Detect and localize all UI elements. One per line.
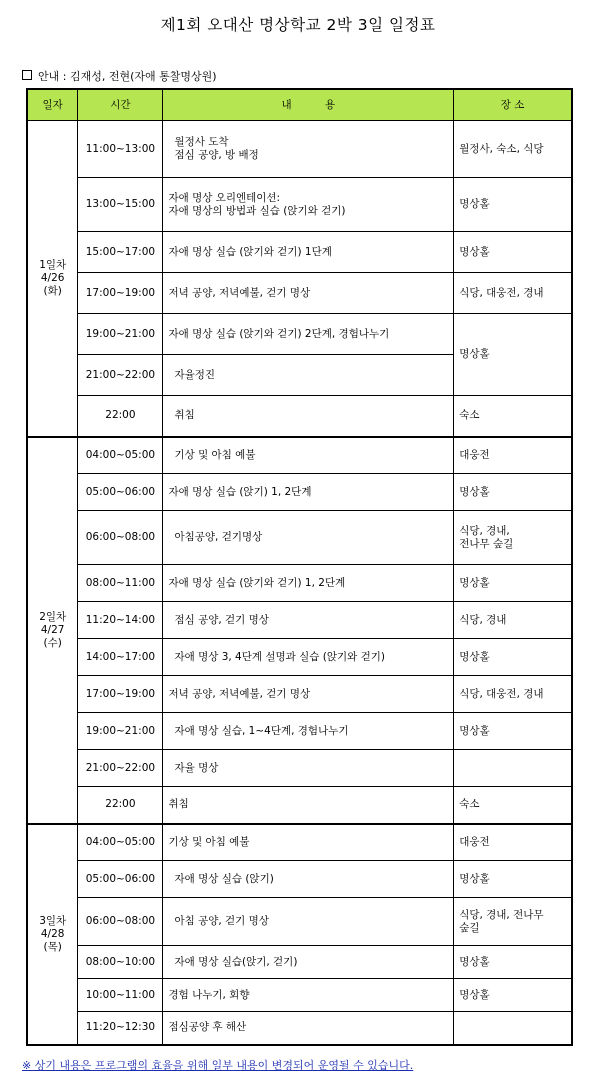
time-cell: 11:20~12:30 [78,1012,163,1045]
place-line: 명상홀 [459,955,490,968]
content-cell [163,898,454,946]
time-cell: 06:00~08:00 [78,511,163,565]
place-cell [454,511,572,565]
time-cell: 22:00 [78,787,163,824]
table-row [27,178,572,232]
time-cell: 08:00~10:00 [78,946,163,979]
time-cell: 11:00~13:00 [78,121,163,178]
day-label-line: 4/28 [40,927,65,940]
content-line: 자애 명상 오리엔테이션: [168,191,281,204]
place-line: 명상홀 [459,576,490,589]
table-row [27,474,572,511]
place-cell [454,898,572,946]
table-row [27,750,572,787]
header-day: 일자 [27,89,78,121]
time-cell: 04:00~05:00 [78,437,163,474]
content-cell [163,437,454,474]
table-row [27,861,572,898]
table-row [27,565,572,602]
time-cell: 10:00~11:00 [78,979,163,1012]
place-line: 명상홀 [459,724,490,737]
content-cell [163,232,454,273]
table-row [27,676,572,713]
time-cell: 08:00~11:00 [78,565,163,602]
place-line: 명상홀 [459,245,490,258]
header-content: 내 용 [163,89,454,121]
content-line: 자율 명상 [174,761,219,774]
place-cell [454,178,572,232]
place-cell [454,713,572,750]
content-line: 점심공양 후 해산 [168,1021,247,1034]
place-line: 전나무 숲길 [459,537,514,550]
content-line: 경험 나누기, 회향 [168,988,250,1001]
table-row [27,639,572,676]
content-cell [163,979,454,1012]
content-cell [163,750,454,787]
table-row [27,787,572,824]
day-label [27,824,78,1045]
content-cell [163,396,454,437]
day-label-line: 1일차 [39,258,67,271]
place-line: 명상홀 [459,348,490,360]
place-cell [454,750,572,787]
place-cell [454,639,572,676]
content-line: 아침공양, 걷기명상 [174,531,263,543]
place-line: 식당, 경내 [459,613,507,626]
place-cell [454,824,572,861]
table-row [27,602,572,639]
place-line: 숙소 [459,409,480,422]
place-cell [454,232,572,273]
content-line: 자애 명상 실습 (앉기) 1, 2단계 [168,485,312,498]
table-row [27,511,572,565]
time-cell: 19:00~21:00 [78,314,163,355]
table-row [27,713,572,750]
time-cell: 06:00~08:00 [78,898,163,946]
content-line: 자율정진 [174,368,216,381]
table-row [27,396,572,437]
content-line: 점심 공양, 걷기 명상 [174,613,269,626]
place-line: 명상홀 [459,650,490,663]
table-row [27,437,572,474]
place-line: 명상홀 [459,485,490,498]
table-header-row [27,89,572,121]
header-place: 장 소 [454,89,572,121]
place-line: 식당, 경내, 전나무 [459,908,544,921]
content-cell [163,314,454,355]
content-cell [163,511,454,565]
content-cell [163,946,454,979]
footnote: ※ 상기 내용은 프로그램의 효율을 위해 일부 내용이 변경되어 운영될 수 있습니다. [22,1059,414,1072]
table-row [27,314,572,355]
content-line: 점심 공양, 방 배정 [174,149,259,161]
time-cell: 21:00~22:00 [78,355,163,396]
content-line: 자애 명상의 방법과 실습 (앉기와 걷기) [168,204,346,217]
place-line: 대웅전 [459,835,490,848]
time-cell: 17:00~19:00 [78,676,163,713]
day-label-line: (화) [43,284,62,297]
table-row [27,121,572,178]
place-cell [454,314,572,396]
place-line: 명상홀 [459,872,490,885]
place-cell [454,676,572,713]
content-line: 저녁 공양, 저녁예불, 걷기 명상 [168,687,311,700]
place-cell [454,396,572,437]
content-line: 취침 [174,409,195,422]
content-line: 저녁 공양, 저녁예불, 걷기 명상 [168,286,311,299]
table-row [27,979,572,1012]
content-cell [163,565,454,602]
checkbox-icon [22,70,32,80]
content-cell [163,355,454,396]
day-label-line: (수) [43,636,62,649]
schedule-table [26,88,573,1046]
content-cell [163,121,454,178]
table-row [27,898,572,946]
place-line: 대웅전 [459,448,490,461]
place-line: 숲길 [459,921,480,934]
time-cell: 15:00~17:00 [78,232,163,273]
content-cell [163,861,454,898]
header-time: 시간 [78,89,163,121]
content-cell [163,273,454,314]
content-cell [163,713,454,750]
content-cell [163,474,454,511]
content-line: 기상 및 아침 예불 [168,835,250,848]
content-line: 자애 명상 실습 (앉기와 걷기) 1, 2단계 [168,576,346,589]
place-cell [454,1012,572,1045]
table-row [27,946,572,979]
place-cell [454,273,572,314]
place-cell [454,861,572,898]
content-line: 자애 명상 실습(앉기, 걷기) [174,955,298,968]
place-line: 식당, 대웅전, 경내 [459,286,544,299]
content-cell [163,639,454,676]
time-cell: 19:00~21:00 [78,713,163,750]
content-line: 자애 명상 실습 (앉기) [174,872,274,885]
day-label [27,437,78,824]
place-cell [454,565,572,602]
page-title: 제1회 오대산 명상학교 2박 3일 일정표 [160,16,436,34]
time-cell: 05:00~06:00 [78,861,163,898]
day-label-line: 3일차 [39,914,67,927]
content-line: 기상 및 아침 예불 [174,448,256,461]
content-line: 자애 명상 실습 (앉기와 걷기) 2단계, 경험나누기 [168,327,390,340]
guide-text: 안내 : 김재성, 전현(자애 통찰명상원) [38,70,217,83]
content-cell [163,178,454,232]
time-cell: 17:00~19:00 [78,273,163,314]
content-line: 취침 [168,798,189,811]
table-row [27,232,572,273]
place-cell [454,121,572,178]
time-cell: 22:00 [78,396,163,437]
time-cell: 13:00~15:00 [78,178,163,232]
content-line: 자애 명상 3, 4단계 설명과 실습 (앉기와 걷기) [174,650,385,663]
guide-line [22,68,217,84]
place-line: 명상홀 [459,198,490,210]
time-cell: 04:00~05:00 [78,824,163,861]
content-line: 자애 명상 실습 (앉기와 걷기) 1단계 [168,245,332,258]
place-line: 식당, 경내, [459,524,510,537]
day-label-line: (목) [43,940,62,953]
day-label-line: 4/26 [40,271,65,284]
place-cell [454,787,572,824]
content-cell [163,676,454,713]
content-line: 월정사 도착 [174,136,229,148]
content-cell [163,602,454,639]
content-line: 자애 명상 실습, 1~4단계, 경험나누기 [174,724,349,737]
place-cell [454,979,572,1012]
time-cell: 21:00~22:00 [78,750,163,787]
time-cell: 05:00~06:00 [78,474,163,511]
place-line: 명상홀 [459,988,490,1001]
place-line: 숙소 [459,798,480,811]
schedule-body [27,121,572,1045]
time-cell: 11:20~14:00 [78,602,163,639]
place-cell [454,946,572,979]
table-row [27,273,572,314]
table-row [27,1012,572,1045]
place-line: 월정사, 숙소, 식당 [459,142,544,155]
table-row [27,824,572,861]
content-cell [163,787,454,824]
place-cell [454,602,572,639]
day-label-line: 4/27 [40,623,65,636]
content-cell [163,1012,454,1045]
content-line: 아침 공양, 걷기 명상 [174,915,269,927]
day-label-line: 2일차 [39,610,67,623]
place-cell [454,437,572,474]
day-label [27,121,78,437]
place-cell [454,474,572,511]
time-cell: 14:00~17:00 [78,639,163,676]
content-cell [163,824,454,861]
place-line: 식당, 대웅전, 경내 [459,687,544,700]
